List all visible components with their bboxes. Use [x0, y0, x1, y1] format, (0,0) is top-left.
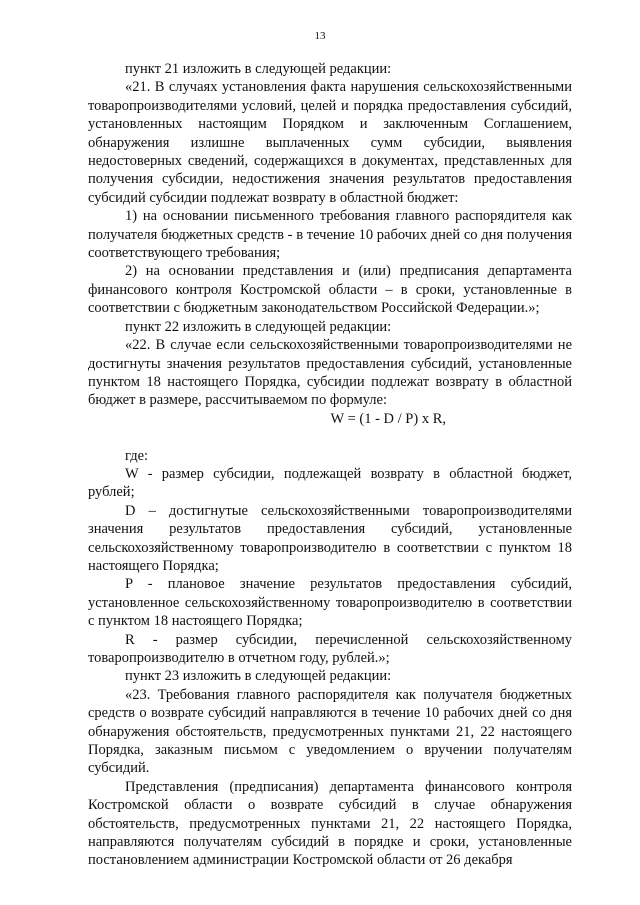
paragraph: R - размер субсидии, перечисленной сельскохозяйственному товаропроизводителю в отчетном году, рублей.»; [88, 631, 572, 666]
page-number: 13 [314, 30, 326, 42]
blank-line [88, 428, 572, 446]
paragraph: «23. Требования главного распорядителя как получателя бюджетных средств о возврате субсидий направляются в течение 10 рабочих дней со дня обнаружения обстоятельств, предусмотренных пунктами 21, 22 настоящего Порядка, заказным письмом с уведомлением о вручении получателям субсидий. [88, 686, 572, 777]
paragraph: пункт 21 изложить в следующей редакции: [125, 61, 392, 77]
paragraph: Представления (предписания) департамента финансового контроля Костромской области о возврате субсидий в случае обнаружения обстоятельств, предусмотренных пунктами 21, 22 настоящего Порядка, направляются получателям субсидий в порядке и сроки, установленные постановлением администрации Костромской области от 26 декабря [88, 778, 572, 869]
paragraph: пункт 22 изложить в следующей редакции: [125, 318, 392, 335]
document-body [88, 60, 572, 870]
paragraph: «22. В случае если сельскохозяйственными товаропроизводителями не достигнуты значения результатов предоставления субсидий, установленные пунктом 18 настоящего Порядка, субсидии подлежат возврату в областной бюджет в размере, рассчитываемом по формуле: [88, 337, 572, 409]
paragraph: «21. В случаях установления факта нарушения сельскохозяйственными товаропроизводителями условий, целей и порядка предоставления субсидий, установленных настоящим Порядком и заключенным Соглашением, обнаружения излишне выплаченных сумм субсидии, выявления недостоверных сведений, содержащихся в документах, представленных для получения субсидии, недостижения значения результатов предоставления субсидий субсидии подлежат возврату в областной бюджет: [88, 79, 572, 206]
formula: W = (1 - D / P) x R, [330, 410, 446, 427]
paragraph: W - размер субсидии, подлежащей возврату в областной бюджет, рублей; [88, 465, 572, 501]
paragraph: P - плановое значение результатов предоставления субсидий, установленное сельскохозяйственному товаропроизводителю в соответствии с пунктом 18 настоящего Порядка; [88, 576, 572, 630]
paragraph: 2) на основании представления и (или) предписания департамента финансового контроля Костромской области – в сроки, установленные в соответствии с бюджетным законодательством Российской Федерации.»; [88, 263, 572, 317]
paragraph: D – достигнутые сельскохозяйственными товаропроизводителями значения результатов предоставления субсидий, установленные сельскохозяйственному товаропроизводителю в соответствии с пунктом 18 настоящего Порядка; [88, 502, 572, 574]
paragraph: 1) на основании письменного требования главного распорядителя как получателя бюджетных средств - в течение 10 рабочих дней со дня получения соответствующего требования; [88, 208, 572, 262]
paragraph: где: [125, 447, 149, 464]
paragraph: пункт 23 изложить в следующей редакции: [125, 668, 392, 685]
